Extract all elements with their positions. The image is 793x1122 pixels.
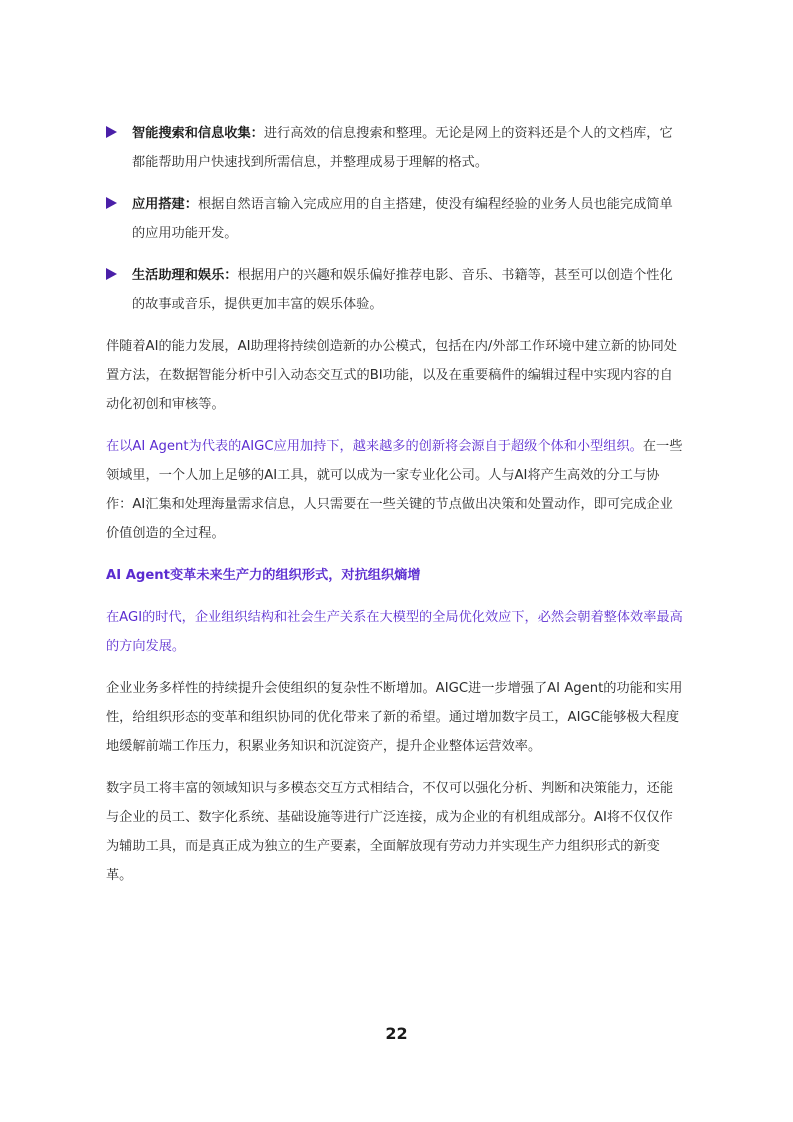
- bullet-line: [132, 261, 688, 290]
- paragraph-line: 企业业务多样性的持续提升会使组织的复杂性不断增加。AIGC进一步增强了AI Agent的功能和实用: [106, 681, 683, 696]
- bullet-line: 都能帮助用户快速找到所需信息，并整理成易于理解的格式。: [132, 155, 489, 170]
- bullet-line: 的应用功能开发。: [132, 226, 238, 241]
- paragraph-line: 伴随着AI的能力发展，AI助理将持续创造新的办公模式，包括在内/外部工作环境中建立新的协同处: [106, 339, 677, 354]
- bullet-text: 进行高效的信息搜索和整理。无论是网上的资料还是个人的文档库，它: [263, 126, 673, 141]
- bullet-text: 根据用户的兴趣和娱乐偏好推荐电影、音乐、书籍等，甚至可以创造个性化: [237, 268, 673, 283]
- paragraph-line: 性，给组织形态的变革和组织协同的优化带来了新的希望。通过增加数字员工，AIGC能够极大程度: [106, 710, 680, 725]
- paragraph-line: 在AGI的时代，企业组织结构和社会生产关系在大模型的全局优化效应下，必然会朝着整体效率最高: [106, 610, 683, 625]
- bullet-term: 应用搭建：: [132, 197, 198, 212]
- paragraph-line: 的方向发展。: [106, 639, 186, 654]
- paragraph-line: 革。: [106, 868, 133, 883]
- bullet-line: 的故事或音乐，提供更加丰富的娱乐体验。: [132, 297, 383, 312]
- triangle-bullet-icon: [106, 126, 117, 138]
- page-content: [106, 119, 688, 903]
- bullet-line: [132, 119, 688, 148]
- paragraph-line: [106, 432, 688, 461]
- bullet-line: [132, 190, 688, 219]
- bullet-term: 智能搜索和信息收集：: [132, 126, 264, 141]
- page-number: 22: [385, 1024, 408, 1043]
- paragraph-line: 数字员工将丰富的领域知识与多模态交互方式相结合，不仅可以强化分析、判断和决策能力，还能: [106, 781, 674, 796]
- paragraph-line: 动化初创和审核等。: [106, 397, 225, 412]
- bullet-text: 根据自然语言输入完成应用的自主搭建，使没有编程经验的业务人员也能完成简单: [197, 197, 673, 212]
- paragraph-complexity: [106, 674, 688, 761]
- triangle-bullet-icon: [106, 197, 117, 209]
- bullet-item-app-build: [106, 190, 688, 248]
- paragraph-text: 在一些: [642, 439, 683, 454]
- highlighted-sentence: 在以AI Agent为代表的AIGC应用加持下，越来越多的创新将会源自于超级个体和小型组织。: [106, 439, 643, 454]
- paragraph-line: 为辅助工具，而是真正成为独立的生产要素，全面解放现有劳动力并实现生产力组织形式的新变: [106, 839, 660, 854]
- paragraph-line: 与企业的员工、数字化系统、基础设施等进行广泛连接，成为企业的有机组成部分。AI将不仅仅作: [106, 810, 673, 825]
- paragraph-line: 作：AI汇集和处理海量需求信息，人只需要在一些关键的节点做出决策和处置动作，即可完成企业: [106, 497, 673, 512]
- bullet-item-life-assistant: [106, 261, 688, 319]
- paragraph-line: 价值创造的全过程。: [106, 526, 225, 541]
- bullet-term: 生活助理和娱乐：: [132, 268, 238, 283]
- triangle-bullet-icon: [106, 268, 117, 280]
- paragraph-agi-era: [106, 603, 688, 661]
- paragraph-line: 领域里，一个人加上足够的AI工具，就可以成为一家专业化公司。人与AI将产生高效的分工与协: [106, 468, 660, 483]
- paragraph-line: 地缓解前端工作压力，积累业务知识和沉淀资产，提升企业整体运营效率。: [106, 739, 542, 754]
- section-heading: AI Agent变革未来生产力的组织形式，对抗组织熵增: [106, 568, 421, 583]
- paragraph-ai-assistant: [106, 332, 688, 419]
- paragraph-line: 置方法，在数据智能分析中引入动态交互式的BI功能，以及在重要稿件的编辑过程中实现内容的自: [106, 368, 673, 383]
- bullet-item-search: [106, 119, 688, 177]
- paragraph-digital-employee: [106, 774, 688, 890]
- paragraph-super-individual: [106, 432, 688, 548]
